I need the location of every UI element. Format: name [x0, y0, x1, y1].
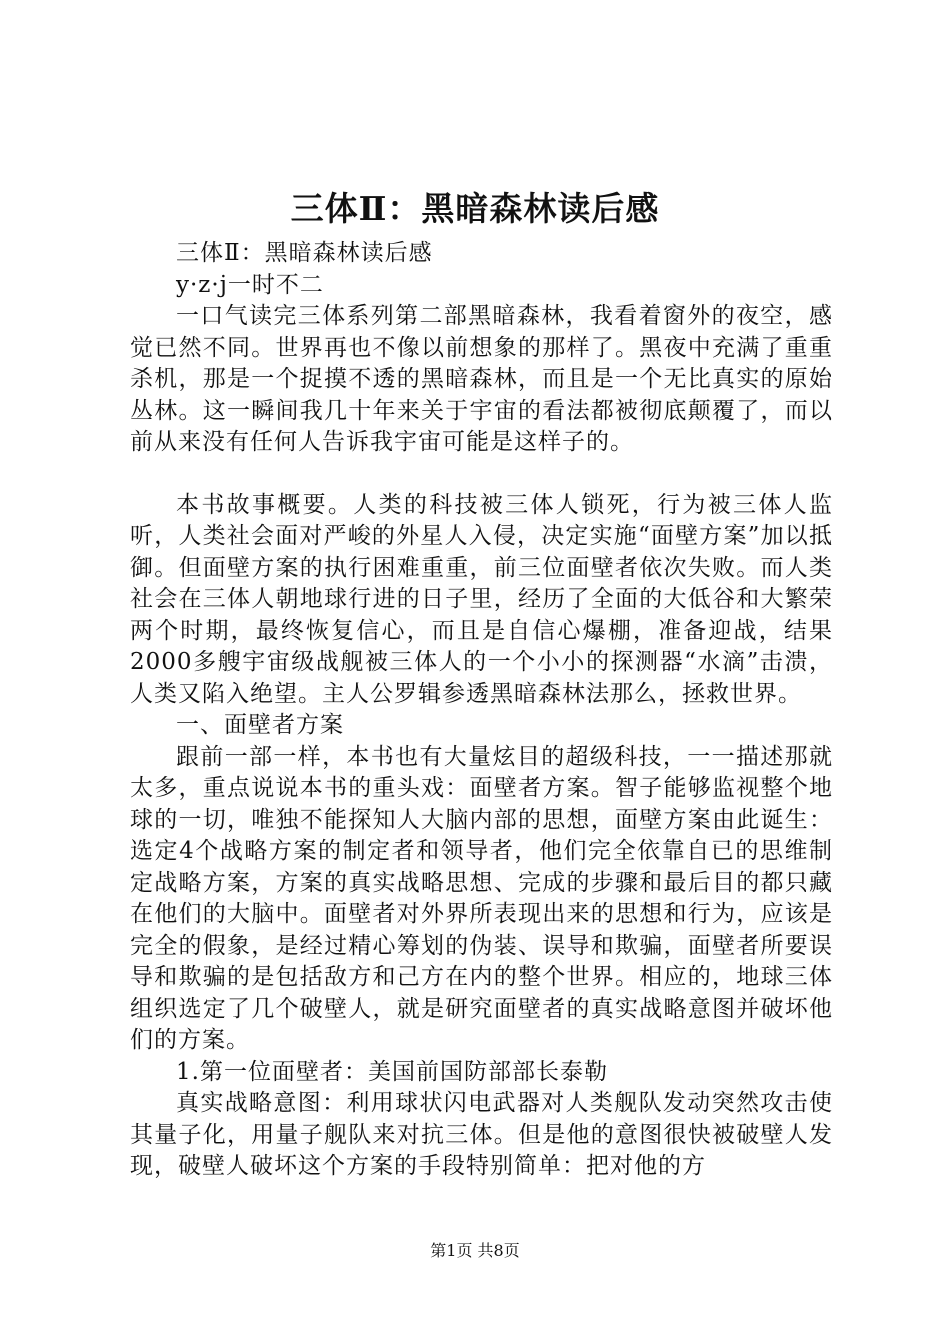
- paragraph-subtitle: 三体Ⅱ：黑暗森林读后感: [176, 240, 433, 266]
- paragraph-strategy: 真实战略意图：利用球状闪电武器对人类舰队发动突然攻击使其量子化，用量子舰队来对抗三体。但是他的意图很快被破壁人发现，破壁人破坏这个方案的手段特别简单：把对他的方: [130, 1090, 833, 1179]
- paragraph-author: y·z·j一时不二: [176, 271, 324, 298]
- document-title: 三体Ⅱ：黑暗森林读后感: [290, 189, 660, 228]
- document-body: [130, 238, 833, 1183]
- paragraph-wallfacer-plan: 跟前一部一样，本书也有大量炫目的超级科技，一一描述那就太多，重点说说本书的重头戏：面壁者方案。智子能够监视整个地球的一切，唯独不能探知人大脑内部的思想，面壁方案由此诞生：选定4个战略方案的制定者和领导者，他们完全依靠自已的思维制定战略方案，方案的真实战略思想、完成的步骤和最后目的都只藏在他们的大脑中。面壁者对外界所表现出来的思想和行为，应该是完全的假象，是经过精心筹划的伪装、误导和欺骗，面壁者所要误导和欺骗的是包括敌方和己方在内的整个世界。相应的，地球三体组织选定了几个破壁人，就是研究面壁者的真实战略意图并破坏他们的方案。: [130, 743, 833, 1053]
- section-heading: 一、面壁者方案: [176, 712, 344, 738]
- paragraph-intro: 一口气读完三体系列第二部黑暗森林，我看着窗外的夜空，感觉已然不同。世界再也不像以前想象的那样了。黑夜中充满了重重杀机，那是一个捉摸不透的黑暗森林，而且是一个无比真实的原始丛林。这一瞬间我几十年来关于宇宙的看法都被彻底颠覆了，而以前从来没有任何人告诉我宇宙可能是这样子的。: [130, 303, 833, 455]
- paragraph-summary: 本书故事概要。人类的科技被三体人锁死，行为被三体人监听，人类社会面对严峻的外星人入侵，决定实施“面壁方案”加以抵御。但面壁方案的执行困难重重，前三位面壁者依次失败。而人类社会在三体人朝地球行进的日子里，经历了全面的大低谷和大繁荣两个时期，最终恢复信心，而且是自信心爆棚，准备迎战，结果2000多艘宇宙级战舰被三体人的一个小小的探测器“水滴”击溃，人类又陷入绝望。主人公罗辑参透黑暗森林法那么，拯救世界。: [130, 491, 833, 707]
- subsection-heading: 1.第一位面壁者：美国前国防部部长泰勒: [176, 1058, 608, 1085]
- page-footer: 第1页 共8页: [430, 1241, 520, 1260]
